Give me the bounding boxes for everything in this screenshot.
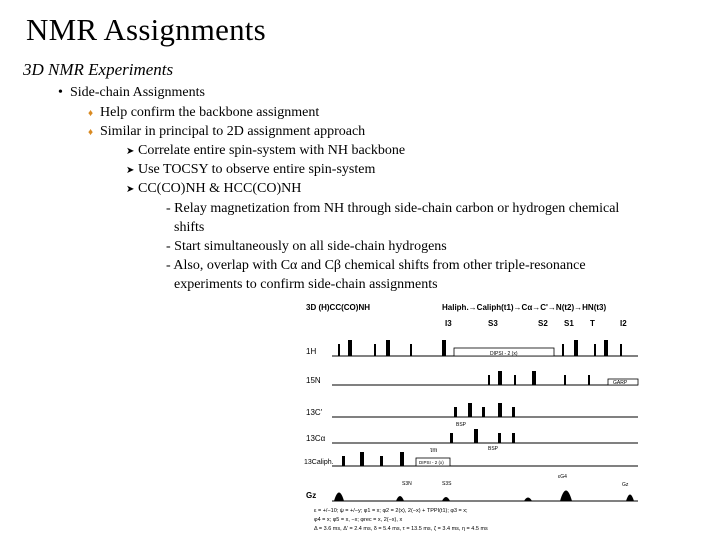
- gradient-label: S3N: [402, 481, 412, 487]
- channel-label: Gz: [306, 491, 317, 500]
- diamond-bullet-icon: ♦: [88, 127, 94, 138]
- bullet-level3: [126, 181, 301, 197]
- bullet-text: Use TOCSY to observe entire spin-system: [138, 162, 376, 177]
- block-label: S3: [488, 319, 498, 328]
- bullet-level4: - Also, overlap with Cα and Cβ chemical shifts from other triple-resonance: [166, 258, 586, 273]
- gradient-label: S3S: [442, 481, 452, 487]
- bullet-level4: - Relay magnetization from NH through side-chain carbon or hydrogen chemical: [166, 201, 620, 216]
- bullet-level3: [126, 143, 405, 159]
- bullet-level1: [58, 85, 205, 101]
- diagram-pathway: Haliph.→Caliph(t1)→Cα→C'→N(t2)→HN(t3): [442, 303, 607, 312]
- dipsi-label: DIPSI - 2 (x): [490, 351, 518, 357]
- gradient-label: εG4: [558, 474, 567, 480]
- bullet-level3: [126, 162, 375, 178]
- bullet-text: Side-chain Assignments: [70, 85, 205, 100]
- slide-subtitle: 3D NMR Experiments: [23, 60, 174, 79]
- channel-label: 13Caliph.: [304, 459, 334, 466]
- footnote-line: Δ = 3.6 ms, Δ' = 2.4 ms, δ = 5.4 ms, τ = 13.5 ms, ζ = 3.4 ms, η = 4.5 ms: [314, 526, 488, 532]
- arrow-bullet-icon: ➤: [126, 146, 135, 157]
- block-label: T: [590, 319, 595, 328]
- pulse-sequence-diagram: [302, 298, 642, 536]
- bsp-label: BSP: [456, 422, 467, 428]
- gradient-label: Gz: [622, 482, 629, 488]
- bullet-level2: [88, 105, 319, 121]
- bullet-text: CC(CO)NH & HCC(CO)NH: [138, 181, 302, 196]
- diamond-bullet-icon: ♦: [88, 108, 94, 119]
- bullet-level4: - Start simultaneously on all side-chain hydrogens: [166, 239, 447, 254]
- bsp-label: BSP: [488, 446, 499, 452]
- mixing-label: τm: [430, 448, 438, 454]
- footnote-line: ε = +/−10; ψ = +/−y; φ1 = x; φ2 = 2(x), 2(−x) + TPPI(t1); φ3 = x;: [314, 508, 468, 514]
- channel-label: 13Cα: [306, 434, 326, 443]
- block-label: S1: [564, 319, 574, 328]
- channel-label: 1H: [306, 347, 317, 356]
- dipsi-label: DIPSI - 2 (x): [419, 460, 444, 465]
- bullet-text: Similar in principal to 2D assignment approach: [100, 124, 366, 139]
- bullet-level4-cont: experiments to confirm side-chain assignments: [174, 277, 438, 292]
- channel-label: 13C': [306, 408, 323, 417]
- bullet-dot-icon: •: [58, 85, 63, 100]
- arrow-bullet-icon: ➤: [126, 184, 135, 195]
- diagram-name: 3D (H)CC(CO)NH: [306, 303, 370, 312]
- arrow-bullet-icon: ➤: [126, 165, 135, 176]
- footnote-line: φ4 = x; φ5 = x, −x; φrec = x, 2(−x), x: [314, 517, 403, 523]
- block-label: I3: [445, 319, 452, 328]
- slide-title: NMR Assignments: [26, 12, 266, 47]
- block-label: S2: [538, 319, 548, 328]
- channel-label: 15N: [306, 376, 321, 385]
- bullet-level2: [88, 124, 365, 140]
- bullet-level4-cont: shifts: [174, 220, 205, 235]
- bullet-text: Correlate entire spin-system with NH backbone: [138, 143, 406, 158]
- block-label: I2: [620, 319, 627, 328]
- garp-label: GARP: [613, 380, 628, 386]
- bullet-text: Help confirm the backbone assignment: [100, 105, 320, 120]
